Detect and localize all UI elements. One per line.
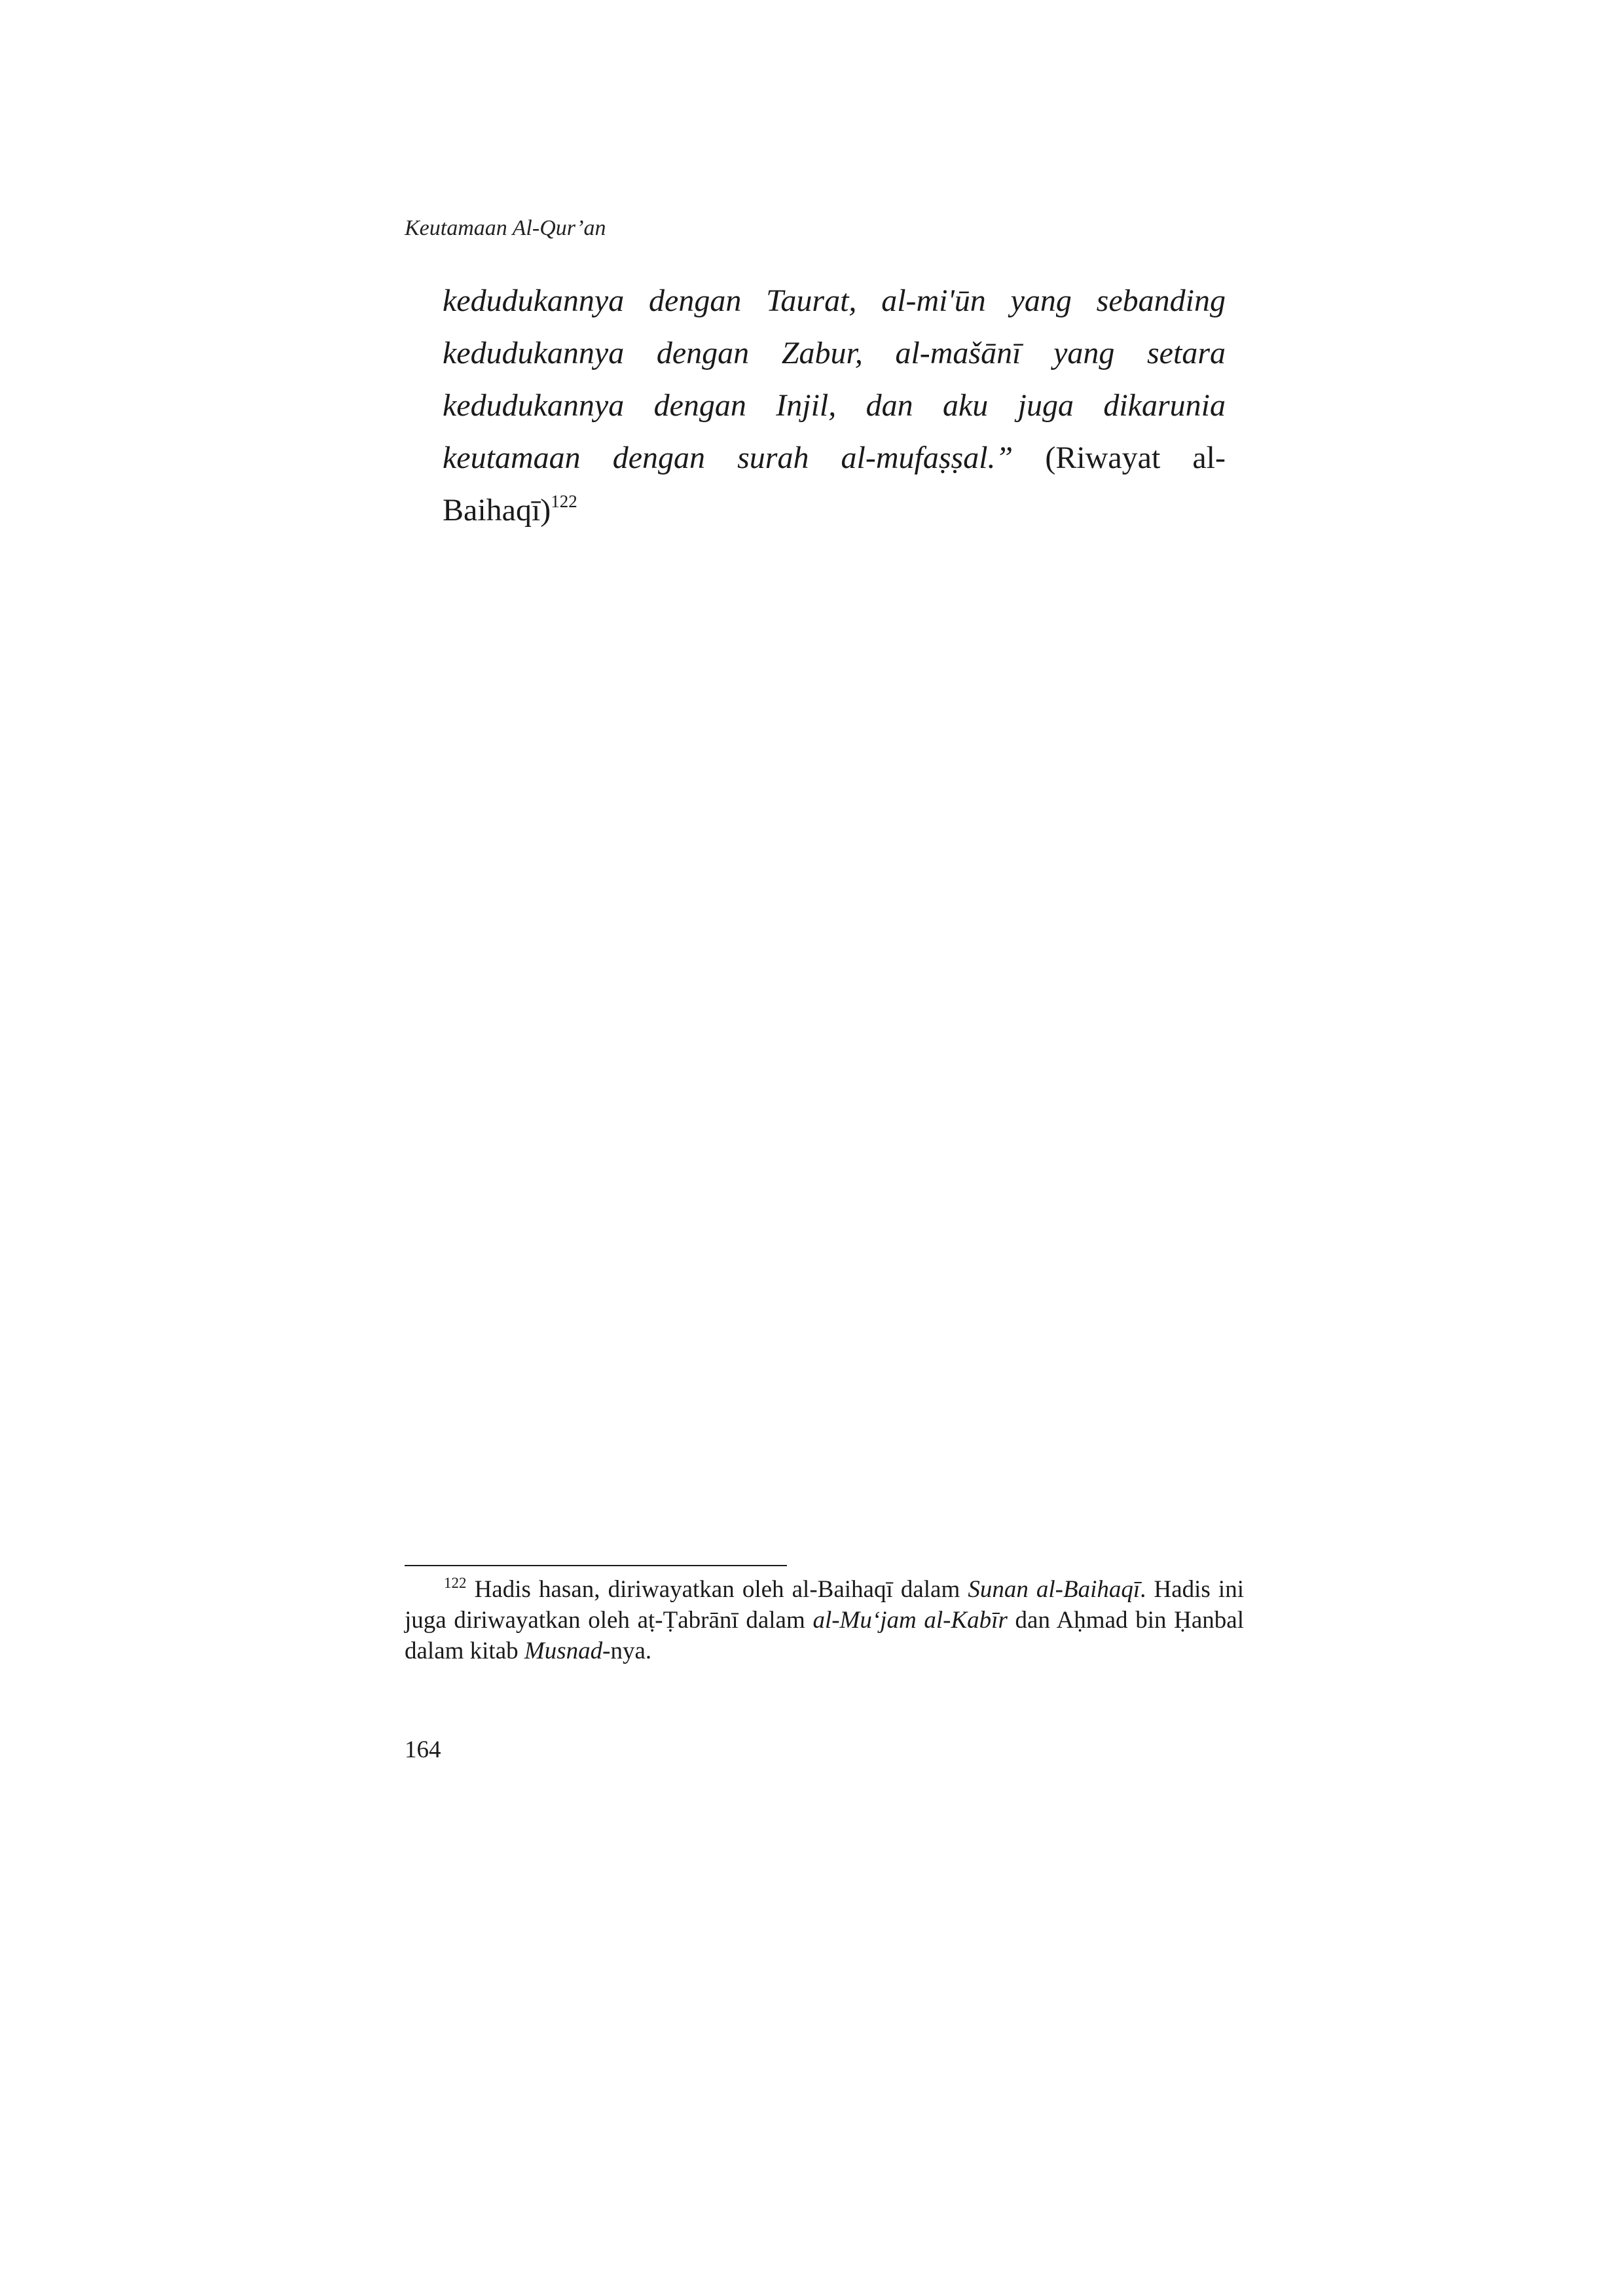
quote-paragraph xyxy=(443,275,1226,537)
footnote-text-1: Hadis hasan, diriwayatkan oleh al-Baihaqī dalam xyxy=(466,1576,968,1603)
hadith-quote: kedudukannya dengan Taurat, al-mi'ūn yang sebanding kedudukannya dengan Zabur, al-mašānī yang setara kedudukannya dengan Injil, dan aku juga dikarunia keutamaan dengan surah al-mufaṣṣal.” xyxy=(443,283,1226,475)
running-header: Keutamaan Al-Qur’an xyxy=(405,216,606,240)
footnote-text-3: dan Aḥmad bin Ḥanbal dalam kitab xyxy=(405,1607,1245,1664)
citation: (Riwayat al-Baihaqī) xyxy=(443,440,1226,528)
footnote-title-1: Sunan al-Baihaqī xyxy=(968,1576,1140,1603)
footnote-number: 122 xyxy=(444,1575,467,1592)
footnote-separator xyxy=(405,1565,787,1566)
footnote-title-2: al-Mu‘jam al-Kabīr xyxy=(812,1607,1008,1634)
footnote-reference[interactable]: 122 xyxy=(551,491,577,511)
footnote-text-2: . Hadis ini juga diriwayatkan oleh aṭ-Ṭabrānī dalam xyxy=(405,1576,1244,1634)
footnote-text-4: -nya. xyxy=(602,1638,652,1664)
footnote-title-3: Musnad xyxy=(524,1638,603,1664)
page-number: 164 xyxy=(405,1736,441,1763)
footnote xyxy=(405,1574,1244,1666)
